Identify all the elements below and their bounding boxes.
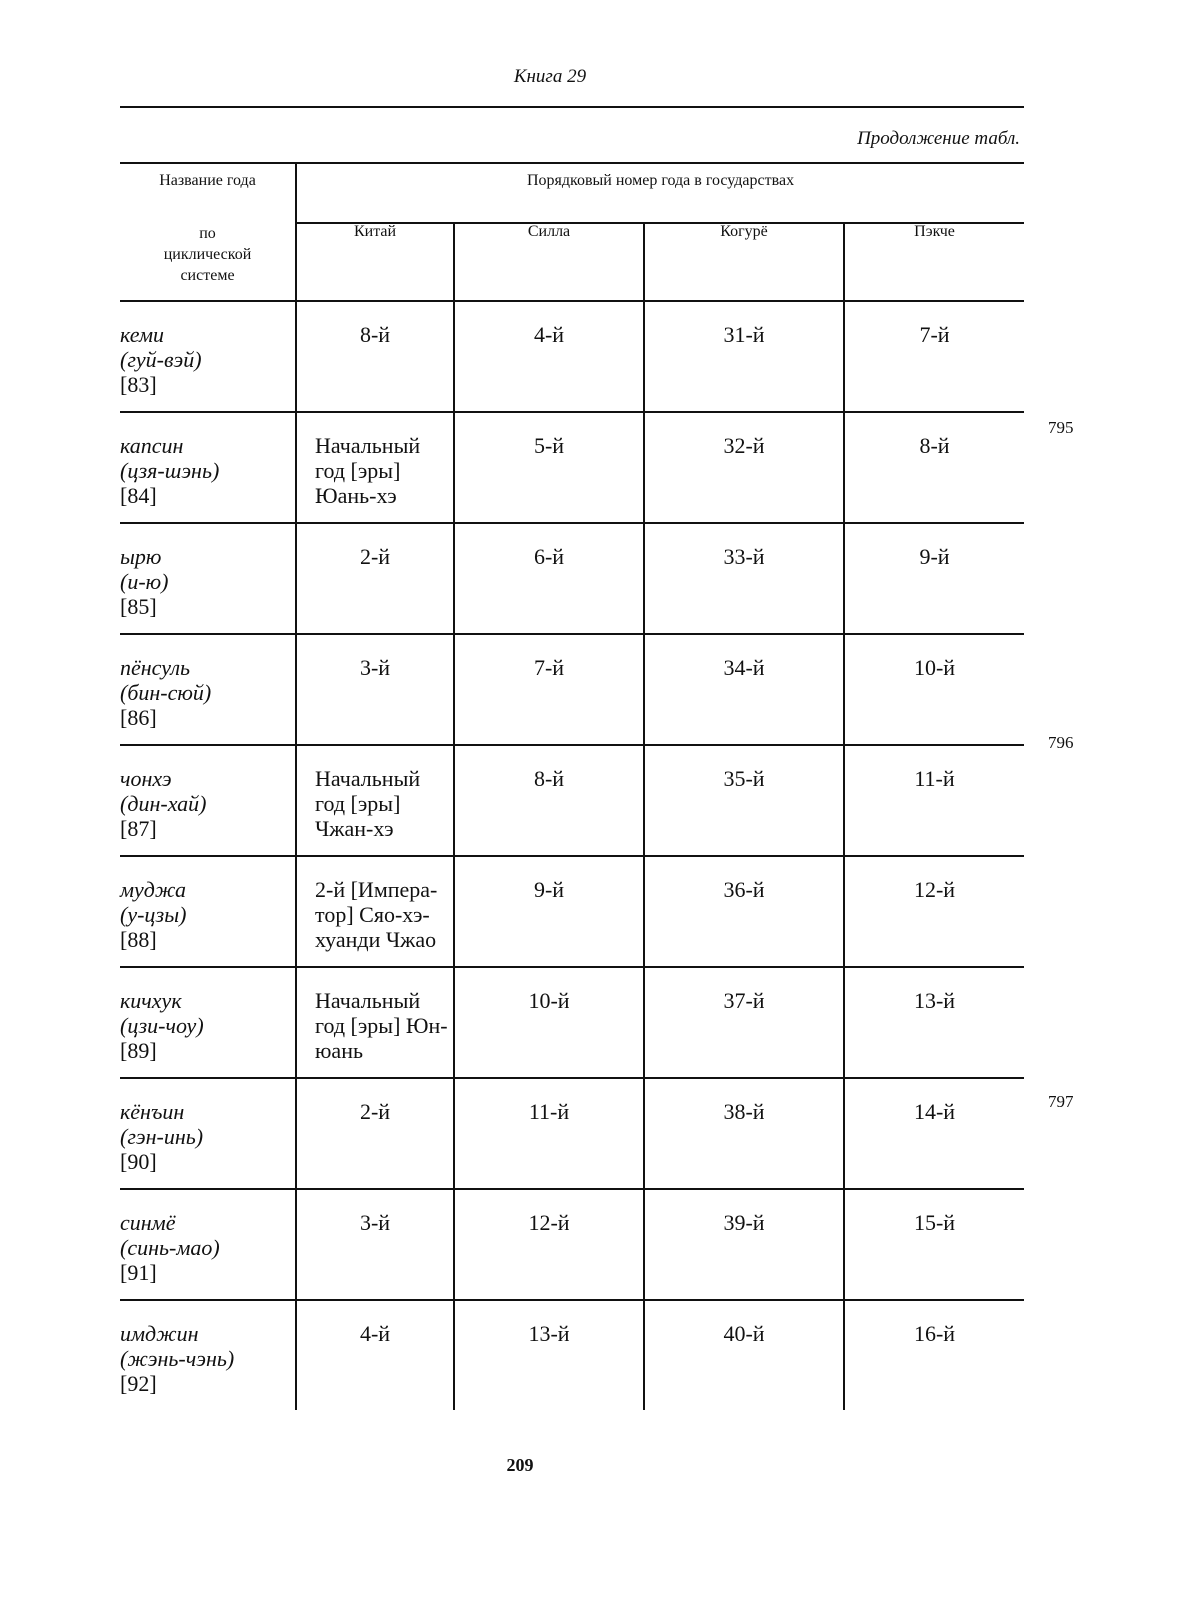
year-ref: [89]	[120, 1038, 157, 1063]
year-name: ырю	[120, 544, 162, 569]
koguryo-cell: 36-й	[644, 856, 844, 967]
year-name-cell	[120, 745, 296, 856]
table-caption: Продолжение табл.	[857, 128, 1020, 149]
china-cell: Начальный год [эры] Юн-юань	[296, 967, 454, 1078]
year-name-cell	[120, 523, 296, 634]
year-name-chinese: (гэн-инь)	[120, 1124, 204, 1149]
table-row	[120, 1189, 1024, 1300]
header-rule	[120, 106, 1024, 108]
year-name-cell	[120, 856, 296, 967]
china-cell: 2-й	[296, 1078, 454, 1189]
year-name-header: Название года	[120, 163, 296, 223]
year-ref: [85]	[120, 594, 157, 619]
year-ref: [90]	[120, 1149, 157, 1174]
silla-cell: 9-й	[454, 856, 644, 967]
paekche-cell: 9-й	[844, 523, 1024, 634]
silla-cell: 7-й	[454, 634, 644, 745]
year-name-chinese: (дин-хай)	[120, 791, 207, 816]
year-name-cell	[120, 412, 296, 523]
year-name-cell	[120, 1300, 296, 1410]
year-name: пёнсуль	[120, 655, 191, 680]
year-name-chinese: (цзи-чоу)	[120, 1013, 204, 1038]
paekche-cell: 13-й	[844, 967, 1024, 1078]
paekche-cell: 12-й	[844, 856, 1024, 967]
margin-year-number: 797	[1048, 1092, 1074, 1111]
year-ref: [86]	[120, 705, 157, 730]
year-ref: [88]	[120, 927, 157, 952]
year-name: имджин	[120, 1321, 199, 1346]
koguryo-cell: 38-й	[644, 1078, 844, 1189]
china-cell: 8-й	[296, 301, 454, 412]
year-ref: [87]	[120, 816, 157, 841]
paekche-cell: 7-й	[844, 301, 1024, 412]
year-name-cell	[120, 634, 296, 745]
year-name-cell	[120, 1078, 296, 1189]
china-cell: 3-й	[296, 634, 454, 745]
year-ref: [91]	[120, 1260, 157, 1285]
year-name-chinese: (цзя-шэнь)	[120, 458, 220, 483]
china-cell: Начальный год [эры] Чжан-хэ	[296, 745, 454, 856]
col-header-paekche: Пэкче	[844, 223, 1024, 301]
table-row	[120, 1078, 1024, 1189]
year-name-chinese: (гуй-вэй)	[120, 347, 202, 372]
year-ref: [83]	[120, 372, 157, 397]
running-title: Книга 29	[513, 66, 587, 87]
year-name-chinese: (бин-сюй)	[120, 680, 212, 705]
year-name: синмё	[120, 1210, 176, 1235]
silla-cell: 10-й	[454, 967, 644, 1078]
year-name-subheader	[120, 223, 296, 301]
year-name-cell	[120, 1189, 296, 1300]
year-name-cell	[120, 301, 296, 412]
koguryo-cell: 35-й	[644, 745, 844, 856]
china-cell: 2-й [Импера-тор] Сяо-хэ-хуанди Чжао	[296, 856, 454, 967]
states-header: Порядковый номер года в государствах	[296, 163, 1024, 223]
year-name: муджа	[120, 877, 187, 902]
year-name-subheader-text: по циклической системе	[163, 225, 252, 284]
page-number: 209	[506, 1455, 534, 1475]
year-name: кеми	[120, 322, 164, 347]
year-name-chinese: (синь-мао)	[120, 1235, 220, 1260]
table-row	[120, 412, 1024, 523]
year-name: чонхэ	[120, 766, 172, 791]
col-header-koguryo: Когурё	[644, 223, 844, 301]
koguryo-cell: 37-й	[644, 967, 844, 1078]
table-row	[120, 967, 1024, 1078]
table-row	[120, 523, 1024, 634]
koguryo-cell: 32-й	[644, 412, 844, 523]
chronology-table	[120, 162, 1024, 1410]
col-header-silla: Силла	[454, 223, 644, 301]
year-name-chinese: (и-ю)	[120, 569, 169, 594]
china-cell: 3-й	[296, 1189, 454, 1300]
year-name: капсин	[120, 433, 184, 458]
silla-cell: 12-й	[454, 1189, 644, 1300]
paekche-cell: 8-й	[844, 412, 1024, 523]
koguryo-cell: 31-й	[644, 301, 844, 412]
silla-cell: 11-й	[454, 1078, 644, 1189]
china-cell: Начальный год [эры] Юань-хэ	[296, 412, 454, 523]
silla-cell: 4-й	[454, 301, 644, 412]
silla-cell: 8-й	[454, 745, 644, 856]
year-name-cell	[120, 967, 296, 1078]
year-name-chinese: (у-цзы)	[120, 902, 187, 927]
table-row	[120, 856, 1024, 967]
koguryo-cell: 40-й	[644, 1300, 844, 1410]
silla-cell: 6-й	[454, 523, 644, 634]
koguryo-cell: 39-й	[644, 1189, 844, 1300]
year-ref: [84]	[120, 483, 157, 508]
year-ref: [92]	[120, 1371, 157, 1396]
col-header-china: Китай	[296, 223, 454, 301]
paekche-cell: 11-й	[844, 745, 1024, 856]
year-name: кёнъин	[120, 1099, 185, 1124]
koguryo-cell: 33-й	[644, 523, 844, 634]
table-row	[120, 301, 1024, 412]
margin-year-number: 795	[1048, 418, 1074, 437]
silla-cell: 13-й	[454, 1300, 644, 1410]
silla-cell: 5-й	[454, 412, 644, 523]
china-cell: 4-й	[296, 1300, 454, 1410]
koguryo-cell: 34-й	[644, 634, 844, 745]
table-row	[120, 745, 1024, 856]
table-row	[120, 1300, 1024, 1410]
year-name-chinese: (жэнь-чэнь)	[120, 1346, 235, 1371]
margin-year-number: 796	[1048, 733, 1074, 752]
paekche-cell: 14-й	[844, 1078, 1024, 1189]
year-name: кичхук	[120, 988, 182, 1013]
table-row	[120, 634, 1024, 745]
paekche-cell: 15-й	[844, 1189, 1024, 1300]
china-cell: 2-й	[296, 523, 454, 634]
paekche-cell: 16-й	[844, 1300, 1024, 1410]
paekche-cell: 10-й	[844, 634, 1024, 745]
